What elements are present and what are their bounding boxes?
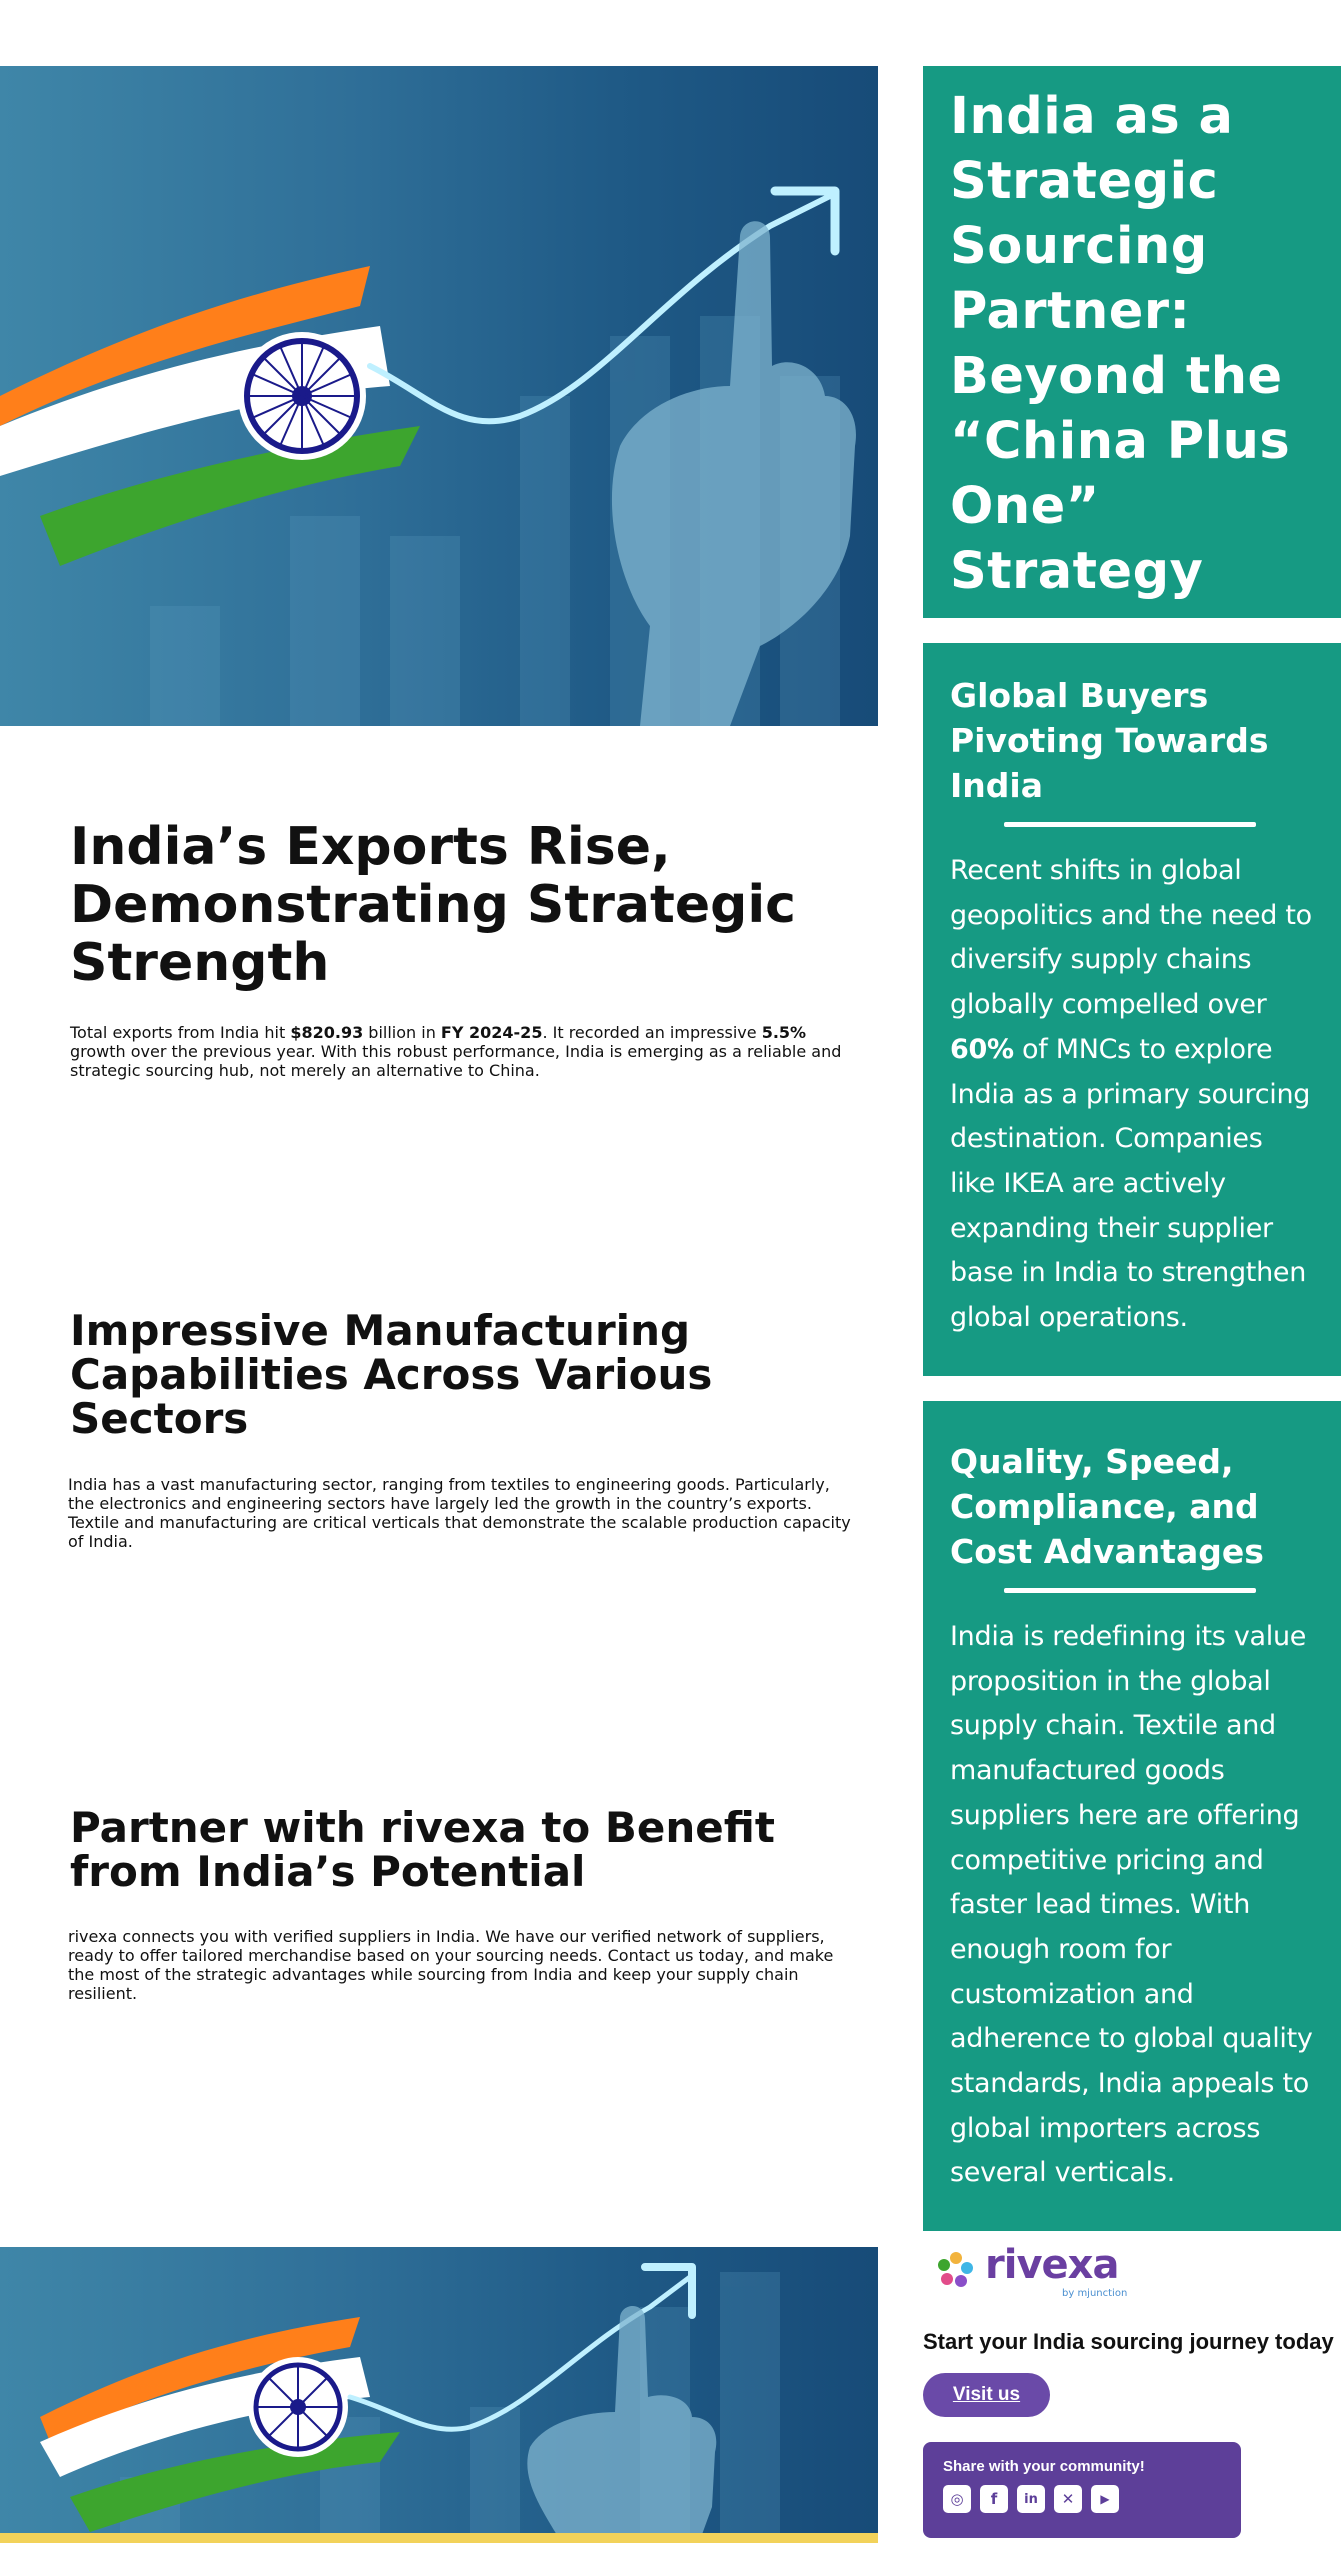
instagram-icon[interactable]: ◎ [943, 2485, 971, 2513]
facebook-icon[interactable]: f [980, 2485, 1008, 2513]
bottom-banner-image [0, 2247, 878, 2540]
card-heading: Global Buyers Pivoting Towards India [950, 676, 1269, 805]
article-title: India as a Strategic Sourcing Partner: Beyond the “China Plus One” Strategy [950, 87, 1291, 601]
heading-underline [1004, 822, 1256, 827]
heading-underline [1004, 1588, 1256, 1593]
global-buyers-card [923, 643, 1341, 1376]
share-box [923, 2442, 1241, 2538]
article-title-box [923, 66, 1341, 618]
india-growth-illustration [0, 2247, 878, 2540]
exports-paragraph: Total exports from India hit $820.93 billion in FY 2024-25. It recorded an impressive 5.5% growth over the previous year. With this robust performance, India is emerging as a reliable and strategic sourcing hub, not merely an alternative to China. [70, 1023, 842, 1080]
india-growth-illustration [0, 66, 878, 726]
visit-us-button[interactable]: Visit us [923, 2373, 1050, 2417]
hero-image [0, 66, 878, 726]
exports-heading: India’s Exports Rise, Demonstrating Strategic Strength [70, 817, 796, 993]
rivexa-wordmark: rivexa [985, 2242, 1119, 2288]
partner-heading: Partner with rivexa to Benefit from India’s Potential [70, 1803, 775, 1896]
manufacturing-paragraph: India has a vast manufacturing sector, ranging from textiles to engineering goods. Particularly, the electronics and engineering sectors have largely led the growth in the country’s exports. Textile and manufacturing are critical verticals that demonstrate the scalable production capacity of India. [68, 1475, 851, 1551]
share-icons [943, 2485, 1221, 2513]
card-heading: Quality, Speed, Compliance, and Cost Advantages [950, 1442, 1264, 1571]
manufacturing-heading: Impressive Manufacturing Capabilities Across Various Sectors [70, 1306, 713, 1443]
share-label: Share with your community! [943, 2458, 1145, 2475]
advantages-card [923, 1401, 1341, 2231]
card-text: India is redefining its value proposition in the global supply chain. Textile and manufactured goods suppliers here are offering competitive pricing and faster lead times. With enough room for customization and adherence to global quality standards, India appeals to global importers across several verticals. [950, 1621, 1313, 2189]
x-icon[interactable]: ✕ [1054, 2485, 1082, 2513]
youtube-icon[interactable]: ▶ [1091, 2485, 1119, 2513]
partner-paragraph: rivexa connects you with verified suppliers in India. We have our verified network of suppliers, ready to offer tailored merchandise based on your sourcing needs. Contact us today, and make the most of the strategic advantages while sourcing from India and keep your supply chain resilient. [68, 1927, 834, 2003]
card-text: Recent shifts in global geopolitics and the need to diversify supply chains globally compelled over 60% of MNCs to explore India as a primary sourcing destination. Companies like IKEA are actively expanding their supplier base in India to strengthen global operations. [950, 855, 1312, 1334]
linkedin-icon[interactable]: in [1017, 2485, 1045, 2513]
rivexa-sub-brand: by mjunction [1062, 2288, 1128, 2299]
cta-text: Start your India sourcing journey today [923, 2329, 1334, 2354]
banner-border [0, 2533, 878, 2543]
